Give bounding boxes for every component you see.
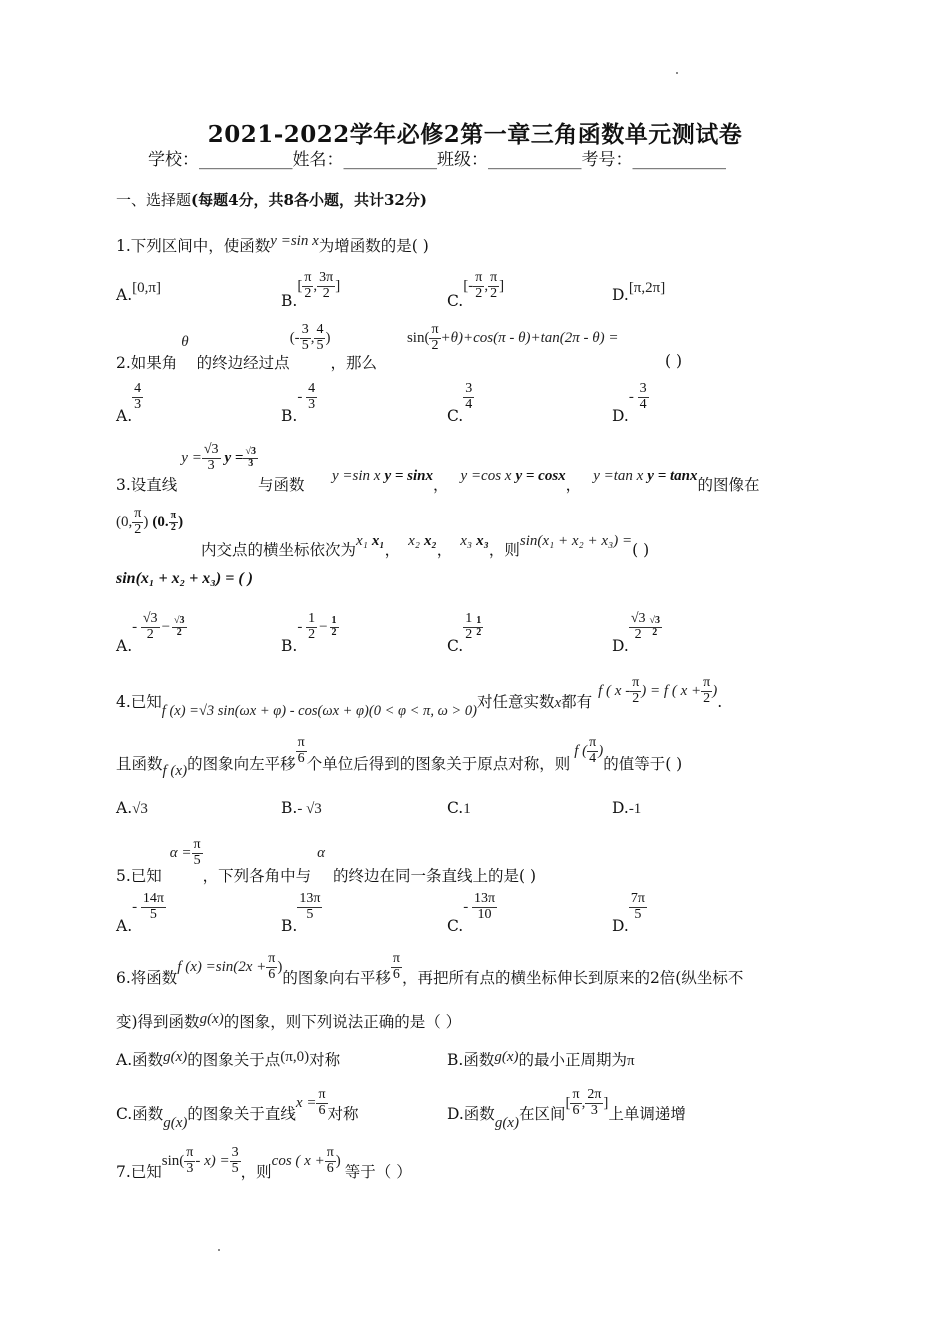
q6-d-text: D.函数: [447, 1105, 495, 1124]
q4-text: 个单位后得到的图象关于原点对称，则: [306, 755, 571, 774]
minus-sign: -: [132, 899, 141, 916]
exam-title: 2021-2022学年必修2第一章三角函数单元测试卷: [207, 121, 743, 148]
q3-text: 内交点的横坐标依次为: [201, 541, 357, 559]
q3-line-dup: y =: [224, 450, 244, 467]
q3-option-b[interactable]: [281, 611, 339, 656]
question-3-stem-2: [116, 507, 183, 537]
q4-equation: ) = f ( x +: [641, 683, 702, 700]
interval: ): [143, 514, 149, 531]
bracket: ]: [603, 1095, 609, 1112]
student-info-line: 学校：___________姓名：___________班级：___________考号：___________: [148, 150, 726, 170]
q6-option-d[interactable]: D.函数g(x)在区间[ $\frac{\pi}{6}$ , $\frac{2\pi}{3}$ ]上单调递增: [447, 1087, 686, 1132]
fraction: $\frac{\pi}{6}$: [326, 1145, 334, 1176]
fraction: $\frac{\pi}{6}$: [297, 735, 305, 766]
bracket: ]: [499, 278, 505, 295]
q6-option-a[interactable]: [116, 1048, 340, 1070]
fraction: $\frac{√3}{3}$: [245, 446, 256, 469]
fraction: $\frac{13\pi}{5}$: [299, 891, 321, 922]
fraction: $\frac{2\pi}{3}$: [587, 1087, 602, 1118]
q7-cos: ): [335, 1153, 341, 1170]
option-letter: B.: [281, 637, 298, 656]
option-letter: B.: [281, 292, 298, 311]
question-6-stem-2: [116, 1010, 461, 1032]
q4-f-pi4: f (: [574, 743, 588, 760]
bracket: [: [297, 278, 303, 295]
q2-option-a[interactable]: [116, 381, 143, 426]
fraction: $\frac{\pi}{6}$: [268, 951, 276, 982]
scan-speck: [218, 1249, 220, 1251]
q6-text: 的图象向右平移: [282, 969, 391, 988]
q5-text: ，下列各角中与: [202, 867, 312, 886]
paren: ): [325, 330, 331, 347]
fraction: $\frac{\pi}{2}$: [170, 510, 177, 533]
point: (π,0): [280, 1049, 310, 1065]
q4-option-b[interactable]: [281, 799, 322, 818]
q7-cos: cos ( x +: [271, 1153, 325, 1170]
pi: π: [627, 1053, 635, 1069]
question-1-stem: [116, 234, 429, 256]
q2-blank: ( ): [665, 352, 683, 370]
q1-option-c[interactable]: C.[- $\frac{\pi}{2}$ , $\frac{\pi}{2}$ ]: [447, 270, 505, 311]
q2-text: 2.如果角: [116, 354, 178, 373]
option-letter: B.: [281, 917, 298, 936]
fraction: $\frac{\pi}{3}$: [186, 1145, 194, 1176]
q4-equation: f ( x -: [598, 683, 631, 700]
fraction: $\frac{\pi}{2}$: [431, 322, 439, 353]
q7-text: 等于（ ）: [344, 1163, 412, 1182]
q6-b-text: B.函数: [447, 1051, 495, 1069]
q1-function: y =sin x: [270, 233, 319, 249]
fraction: $\frac{13\pi}{10}$: [473, 891, 496, 922]
bracket: [-: [463, 278, 474, 295]
q4-text: 的值等于( ): [603, 755, 683, 774]
q7-sin: sin(: [161, 1153, 185, 1170]
q6-option-c[interactable]: [116, 1087, 359, 1132]
fraction: $\frac{7\pi}{5}$: [630, 891, 645, 922]
q2-option-d[interactable]: [612, 381, 649, 426]
fraction: $\frac{√3}{2}$: [649, 615, 660, 638]
q3-option-a[interactable]: [116, 611, 187, 656]
option-value: - √3: [297, 801, 322, 817]
q6-function: ): [277, 959, 283, 976]
minus-sign-dup: −: [161, 619, 171, 636]
fraction: $\frac{\pi}{6}$: [392, 951, 400, 982]
fraction: $\frac{\pi}{5}$: [193, 837, 201, 868]
interval-dup: ): [178, 514, 184, 531]
tan-function: y =tan x: [593, 468, 644, 484]
option-value: 1: [463, 801, 471, 817]
q3-expression: sin(x₁ + x₂ + x₃) =: [519, 533, 633, 549]
cos-function-dup: y = cosx: [515, 468, 566, 484]
fraction: $\frac{\pi}{4}$: [589, 735, 597, 766]
fraction: $\frac{\pi}{2}$: [475, 270, 483, 301]
q6-a-text: 对称: [309, 1051, 341, 1069]
option-letter: D.: [612, 637, 629, 656]
fraction: $\frac{3}{5}$: [231, 1145, 239, 1176]
minus-sign: -: [628, 389, 638, 406]
fraction: $\frac{\pi}{2}$: [490, 270, 498, 301]
sin-function-dup: y = sinx: [384, 468, 434, 484]
q4-option-a[interactable]: [116, 799, 148, 818]
option-letter: C.: [447, 292, 464, 311]
option-letter: C.: [447, 637, 464, 656]
fraction: $\frac{3}{4}$: [639, 381, 647, 412]
option-letter: A.: [116, 407, 133, 426]
fraction: $\frac{\pi}{2}$: [632, 675, 640, 706]
minus-sign: -: [297, 619, 307, 636]
q5-option-a[interactable]: [116, 891, 166, 936]
scan-speck: [676, 72, 678, 74]
q1-text-end: 为增函数的是( ): [318, 237, 429, 255]
option-letter: D.: [612, 799, 629, 817]
q2-option-c[interactable]: [447, 381, 474, 426]
option-letter: A.: [116, 637, 133, 656]
q1-d-value: [π,2π]: [628, 280, 666, 296]
q2-expression: sin(: [406, 330, 430, 347]
interval: (0,: [116, 514, 133, 531]
x-var: x: [554, 695, 562, 712]
q5-text: 5.已知: [116, 867, 162, 886]
q3-text: 的图像在: [697, 476, 760, 494]
fraction: $\frac{4}{3}$: [308, 381, 316, 412]
fraction: $\frac{1}{2}$: [308, 611, 316, 642]
fraction: $\frac{\pi}{6}$: [572, 1087, 580, 1118]
alpha-symbol: α: [317, 845, 326, 862]
question-3-stem-3: [201, 528, 650, 559]
gx: g(x): [494, 1115, 519, 1132]
q6-b-text: 的最小正周期为: [518, 1051, 627, 1069]
gx: g(x): [163, 1049, 188, 1065]
q4-option-c[interactable]: [447, 799, 471, 818]
fraction: $\frac{3}{4}$: [465, 381, 473, 412]
tan-function-dup: y = tanx: [647, 468, 698, 484]
q4-text: 对任意实数: [476, 693, 555, 712]
q4-text: 4.已知: [116, 693, 162, 712]
section-label: 一、选择题: [116, 191, 192, 209]
fraction: $\frac{\pi}{2}$: [304, 270, 312, 301]
q6-d-text: 在区间: [518, 1105, 566, 1124]
q7-sin: - x) =: [195, 1153, 230, 1170]
q6-text: 变)得到函数: [116, 1013, 200, 1031]
bracket: [: [565, 1095, 571, 1112]
question-6-stem: [116, 951, 744, 988]
q5-option-c[interactable]: [447, 891, 497, 936]
q1-option-b[interactable]: B.[ $\frac{\pi}{2}$ , $\frac{3\pi}{2}$ ]: [281, 270, 341, 311]
section-header: [116, 189, 427, 210]
q6-text: ，再把所有点的横坐标伸长到原来的2倍(纵坐标不: [401, 969, 744, 988]
q5-text: 的终边在同一条直线上的是( ): [333, 867, 537, 886]
q6-a-text: A.函数: [116, 1051, 164, 1069]
paren: (-: [289, 330, 300, 347]
x1: x₁: [356, 533, 368, 549]
option-letter: C.: [447, 799, 464, 817]
q3-functions: [332, 463, 760, 494]
q6-option-b[interactable]: [447, 1048, 635, 1070]
gx: g(x): [199, 1011, 224, 1027]
x2-dup: x₂: [424, 533, 437, 549]
theta-symbol: θ: [181, 334, 189, 351]
fraction: $\frac{√3}{2}$: [142, 611, 158, 642]
comma: ，: [433, 476, 449, 494]
q2-text: ，那么: [330, 354, 377, 373]
q4-equation: ): [712, 683, 718, 700]
fraction: $\frac{1}{2}$: [331, 615, 337, 638]
question-7-stem: [116, 1145, 412, 1182]
q5-option-d[interactable]: [612, 891, 647, 936]
q1-option-d[interactable]: [612, 280, 666, 305]
q4-function: f (x) =√3 sin(ωx + φ) - cos(ωx + φ)(0 < φ < π, ω > 0): [161, 703, 477, 720]
option-value: √3: [132, 801, 148, 817]
q1-a-value: [0,π]: [132, 280, 161, 296]
q4-text: 都有: [561, 693, 593, 712]
question-2-stem: 2.如果角θ的终边经过点(- $\frac{3}{5}$ , $\frac{4}{5}$ )，那么sin( $\frac{\pi}{2}$ +θ)+cos(π - θ)+tan(2π - θ) =: [116, 322, 619, 373]
option-letter: A.: [116, 917, 133, 936]
q4-text: 的图象向左平移: [187, 755, 296, 774]
option-value: -1: [628, 801, 642, 817]
question-3-stem: [116, 442, 305, 495]
q1-text: 1.下列区间中，使函数: [116, 237, 271, 255]
comma: ，: [384, 541, 401, 559]
period: .: [717, 693, 723, 712]
interval-dup: (0.: [152, 514, 169, 531]
fraction: $\frac{4}{3}$: [134, 381, 142, 412]
fraction: $\frac{√3}{2}$: [630, 611, 646, 642]
minus-sign-dup: −: [319, 619, 328, 636]
q6-c-text: 对称: [327, 1105, 359, 1124]
q3-text: ，则: [488, 541, 520, 559]
gx: g(x): [163, 1115, 188, 1132]
fraction: $\frac{√3}{3}$: [203, 442, 219, 473]
q3-blank: ( ): [632, 541, 650, 559]
cos-function: y =cos x: [460, 468, 512, 484]
question-4-stem-2: [116, 735, 683, 780]
fraction: $\frac{\pi}{6}$: [318, 1087, 326, 1118]
q3-option-c[interactable]: [447, 611, 483, 656]
q3-option-d[interactable]: [612, 611, 662, 656]
q4-option-d[interactable]: [612, 799, 641, 818]
question-5-stem: [116, 837, 537, 886]
x2: x₂: [408, 533, 421, 549]
option-letter: B.: [281, 407, 298, 426]
q6-text: 6.将函数: [116, 969, 178, 988]
x1-dup: x₁: [371, 533, 385, 549]
fraction: $\frac{1}{2}$: [465, 611, 473, 642]
comma: ，: [436, 541, 453, 559]
section-note: (每题4分，共8各小题，共计32分): [191, 191, 427, 209]
q6-text: 的图象，则下列说法正确的是（ ）: [223, 1013, 462, 1031]
fraction: $\frac{1}{2}$: [476, 615, 482, 638]
comma: ，: [565, 476, 582, 494]
q2-option-b[interactable]: [281, 381, 317, 426]
minus-sign: -: [297, 389, 307, 406]
q4-f-pi4: ): [598, 743, 604, 760]
gx: g(x): [494, 1049, 519, 1065]
option-letter: D.: [612, 286, 629, 304]
fraction: $\frac{3}{5}$: [301, 322, 309, 353]
q3-text: 3.设直线: [116, 476, 178, 495]
q1-option-a[interactable]: [116, 280, 161, 305]
x-eq: x =: [295, 1095, 317, 1112]
fraction: $\frac{\pi}{2}$: [703, 675, 711, 706]
fraction: $\frac{\pi}{2}$: [134, 506, 142, 537]
q5-option-b[interactable]: [281, 891, 322, 936]
q6-function: f (x) =sin(2x +: [177, 959, 267, 976]
q3-expression-dup: sin(x₁ + x₂ + x₃) = ( ): [116, 570, 253, 587]
minus-sign: -: [132, 619, 141, 636]
q7-text: 7.已知: [116, 1163, 162, 1182]
option-letter: D.: [612, 407, 629, 426]
q6-c-text: C.函数: [116, 1105, 164, 1124]
q6-d-text: 上单调递增: [608, 1105, 686, 1124]
option-letter: A.: [116, 286, 133, 304]
fraction: $\frac{3\pi}{2}$: [319, 270, 334, 301]
minus-sign: -: [463, 899, 472, 916]
q2-text: 的终边经过点: [196, 354, 290, 373]
option-letter: D.: [612, 917, 629, 936]
option-letter: C.: [447, 917, 464, 936]
q3-line: y =: [181, 450, 202, 467]
fraction: $\frac{14\pi}{5}$: [142, 891, 164, 922]
q3-text: 与函数: [257, 476, 305, 495]
q4-text: 且函数: [116, 755, 163, 774]
x3-dup: x₃: [476, 533, 489, 549]
q6-c-text: 的图象关于直线: [187, 1105, 296, 1124]
alpha-eq: α =: [169, 845, 192, 862]
q6-a-text: 的图象关于点: [187, 1051, 281, 1069]
option-letter: C.: [447, 407, 464, 426]
fraction: $\frac{√3}{2}$: [174, 615, 185, 638]
x3: x₃: [460, 533, 473, 549]
bracket: ]: [335, 278, 341, 295]
q2-expression: +θ)+cos(π - θ)+tan(2π - θ) =: [440, 330, 619, 347]
option-letter: A.: [116, 799, 133, 817]
fx: f (x): [162, 763, 188, 780]
question-4-stem: [116, 675, 723, 720]
fraction: $\frac{4}{5}$: [316, 322, 324, 353]
option-letter: B.: [281, 799, 298, 817]
q7-text: ，则: [240, 1163, 272, 1182]
sin-function: y =sin x: [332, 468, 381, 484]
